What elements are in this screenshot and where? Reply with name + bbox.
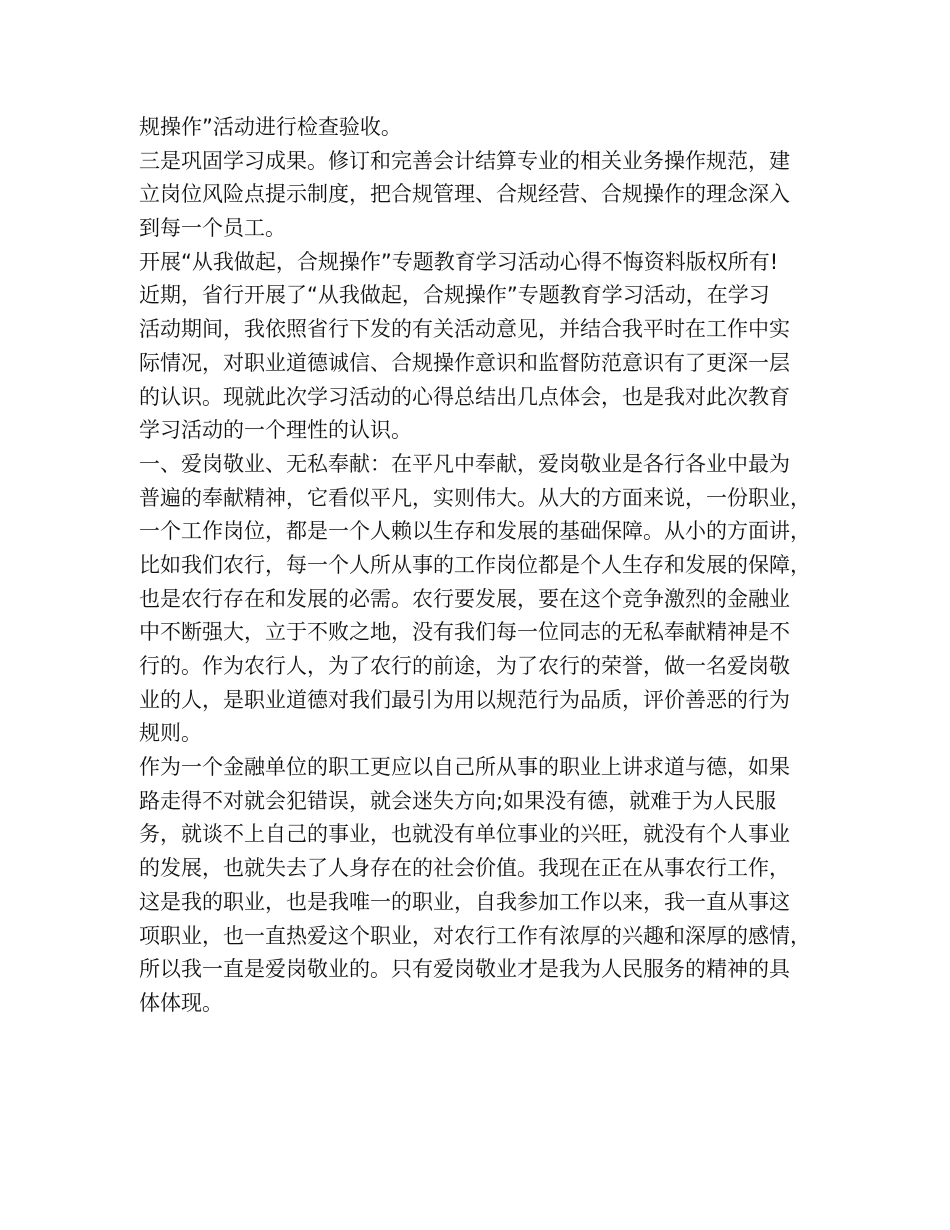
text-line: 立岗位风险点提示制度，把合规管理、合规经营、合规操作的理念深入	[139, 182, 790, 207]
text-line: 际情况，对职业道德诚信、合规操作意识和监督防范意识有了更深一层	[139, 350, 790, 375]
text-line: 的认识。现就此次学习活动的心得总结出几点体会，也是我对此次教育	[139, 384, 790, 409]
text-line: 一个工作岗位，都是一个人赖以生存和发展的基础保障。从小的方面讲，	[139, 519, 811, 544]
text-line: 路走得不对就会犯错误，就会迷失方向;如果没有德，就难于为人民服	[139, 788, 777, 813]
text-line: 的发展，也就失去了人身存在的社会价值。我现在正在从事农行工作，	[139, 856, 790, 881]
text-line: 学习活动的一个理性的认识。	[139, 418, 412, 443]
text-line: 也是农行存在和发展的必需。农行要发展，要在这个竞争激烈的金融业	[139, 586, 790, 611]
text-line: 三是巩固学习成果。修订和完善会计结算专业的相关业务操作规范，建	[139, 148, 790, 173]
text-line: 活动期间，我依照省行下发的有关活动意见，并结合我平时在工作中实	[139, 317, 790, 342]
text-line: 作为一个金融单位的职工更应以自己所从事的职业上讲求道与德，如果	[139, 755, 790, 780]
text-line: 规操作”活动进行检查验收。	[139, 115, 402, 139]
text-line: 这是我的职业，也是我唯一的职业，自我参加工作以来，我一直从事这	[139, 889, 790, 914]
text-line: 体体现。	[139, 990, 223, 1015]
text-line: 务，就谈不上自己的事业，也就没有单位事业的兴旺，就没有个人事业	[139, 822, 790, 847]
text-line: 普遍的奉献精神，它看似平凡，实则伟大。从大的方面来说，一份职业，	[139, 485, 811, 510]
text-line: 中不断强大，立于不败之地，没有我们每一位同志的无私奉献精神是不	[139, 620, 790, 645]
text-line: 近期，省行开展了“从我做起，合规操作”专题教育学习活动，在学习	[139, 283, 770, 308]
text-line: 所以我一直是爱岗敬业的。只有爱岗敬业才是我为人民服务的精神的具	[139, 957, 790, 982]
text-line: 项职业，也一直热爱这个职业，对农行工作有浓厚的兴趣和深厚的感情，	[139, 923, 811, 948]
document-body	[139, 111, 819, 1021]
text-line: 到每一个员工。	[139, 216, 286, 241]
text-line: 比如我们农行，每一个人所从事的工作岗位都是个人生存和发展的保障，	[139, 552, 811, 577]
text-line: 业的人，是职业道德对我们最引为用以规范行为品质，评价善恶的行为	[139, 687, 790, 712]
text-line: 一、爱岗敬业、无私奉献：在平凡中奉献，爱岗敬业是各行各业中最为	[139, 451, 790, 476]
text-line: 开展“从我做起，合规操作”专题教育学习活动心得不悔资料版权所有!	[139, 249, 779, 274]
text-line: 规则。	[139, 721, 202, 746]
text-line: 行的。作为农行人，为了农行的前途，为了农行的荣誉，做一名爱岗敬	[139, 654, 790, 678]
